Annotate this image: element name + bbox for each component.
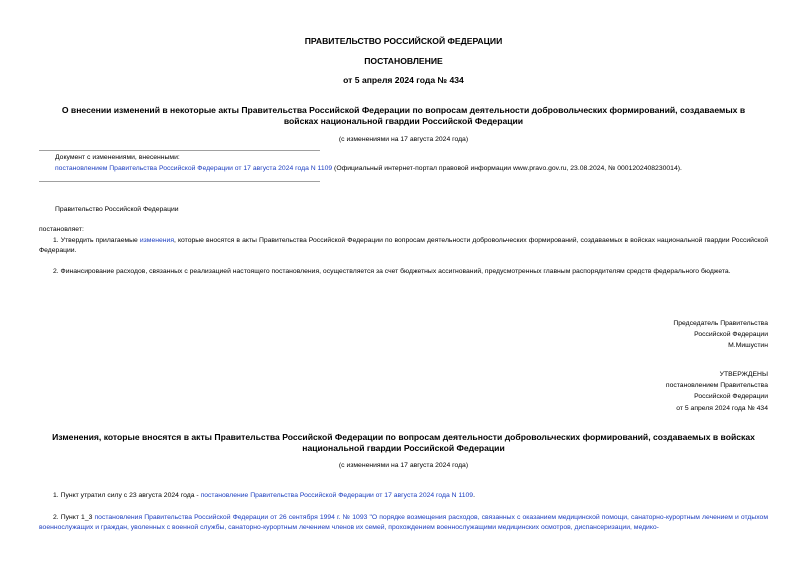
approved-line-1: УТВЕРЖДЕНЫ [719,371,768,378]
paragraph-1-rest: , которые вносятся в акты Правительства Российской Федерации по вопросам деятельности добровольческих формирований, создаваемых в войсках национальной гвардии Российской Федерации. [39,237,768,255]
changes-box-intro: Документ с изменениями, внесенными: [55,154,180,161]
approved-block [666,369,768,414]
annex-item-1-link[interactable]: постановление Правительства Российской Федерации от 17 августа 2024 года N 1109 [200,492,474,499]
annex-title-line-2: национальной гвардии Российской Федерации [302,443,505,453]
changes-link[interactable]: изменения [139,237,175,244]
document-title [0,105,807,127]
title-revision: (с изменениями на 17 августа 2024 года) [338,136,469,143]
paragraph-2: 2. Финансирование расходов, связанных с реализацией настоящего постановления, осуществляется за счет бюджетных ассигнований, предусмотренных главным распорядителям средств федерального бюджета. [53,268,731,275]
signature-line-3: М.Мишустин [728,342,768,350]
header-date-number: от 5 апреля 2024 года № 434 [343,75,464,85]
header-government: ПРАВИТЕЛЬСТВО РОССИЙСКОЙ ФЕДЕРАЦИИ [304,36,503,46]
government-line: Правительство Российской Федерации [55,206,179,213]
signature-line-2: Российской Федерации [694,331,768,339]
annex-title [0,432,807,454]
amendment-link[interactable]: постановлением Правительства Российской Федерации от 17 августа 2024 года N 1109 [55,165,333,172]
title-line-2: войсках национальной гвардии Российской Федерации [283,116,524,126]
annex-item-1-end: . [473,492,475,499]
signature-line-1: Председатель Правительства [673,320,768,327]
paragraph-1 [39,236,768,257]
annex-item-2 [39,513,768,534]
approved-line-4: от 5 апреля 2024 года № 434 [676,404,768,412]
changes-box-source: (Официальный интернет-портал правовой информации www.pravo.gov.ru, 23.08.2024, № 0001202408230014). [332,165,682,172]
annex-item-2-start: 2. Пункт 1_3 [53,514,95,521]
paragraph-1-start: 1. Утвердить прилагаемые [53,237,140,244]
annex-revision: (с изменениями на 17 августа 2024 года) [338,462,469,469]
changes-box-top-rule [39,150,320,151]
signature-block [673,318,768,352]
decides-line: постановляет: [39,226,84,233]
approved-line-2: постановлением Правительства [665,382,768,390]
header-doc-type: ПОСТАНОВЛЕНИЕ [364,56,443,66]
approved-line-3: Российской Федерации [694,393,768,401]
annex-item-1-start: 1. Пункт утратил силу с 23 августа 2024 года - [53,492,201,499]
changes-box-bottom-rule [39,181,320,182]
annex-title-line-1: Изменения, которые вносятся в акты Правительства Российской Федерации по вопросам деятельности добровольческих формирований, создаваемых в войсках [52,432,755,442]
title-line-1: О внесении изменений в некоторые акты Правительства Российской Федерации по вопросам деятельности добровольческих формирований, создаваемых в [61,105,746,115]
annex-item-2-link[interactable]: постановления Правительства Российской Федерации от 26 сентября 1994 г. № 1093 "О порядке возмещения расходов, связанных с оказанием медицинской помощи, санаторно-курортным лечением и отдыхом военнослужащих и граждан, уволенных с военной службы, санаторно-курортным лечением членов их семей, прохождением военнослужащими медицинских осмотров, диспансеризации, медико- [39,514,769,532]
annex-item-1 [53,492,475,499]
changes-box-source-line [55,165,682,172]
